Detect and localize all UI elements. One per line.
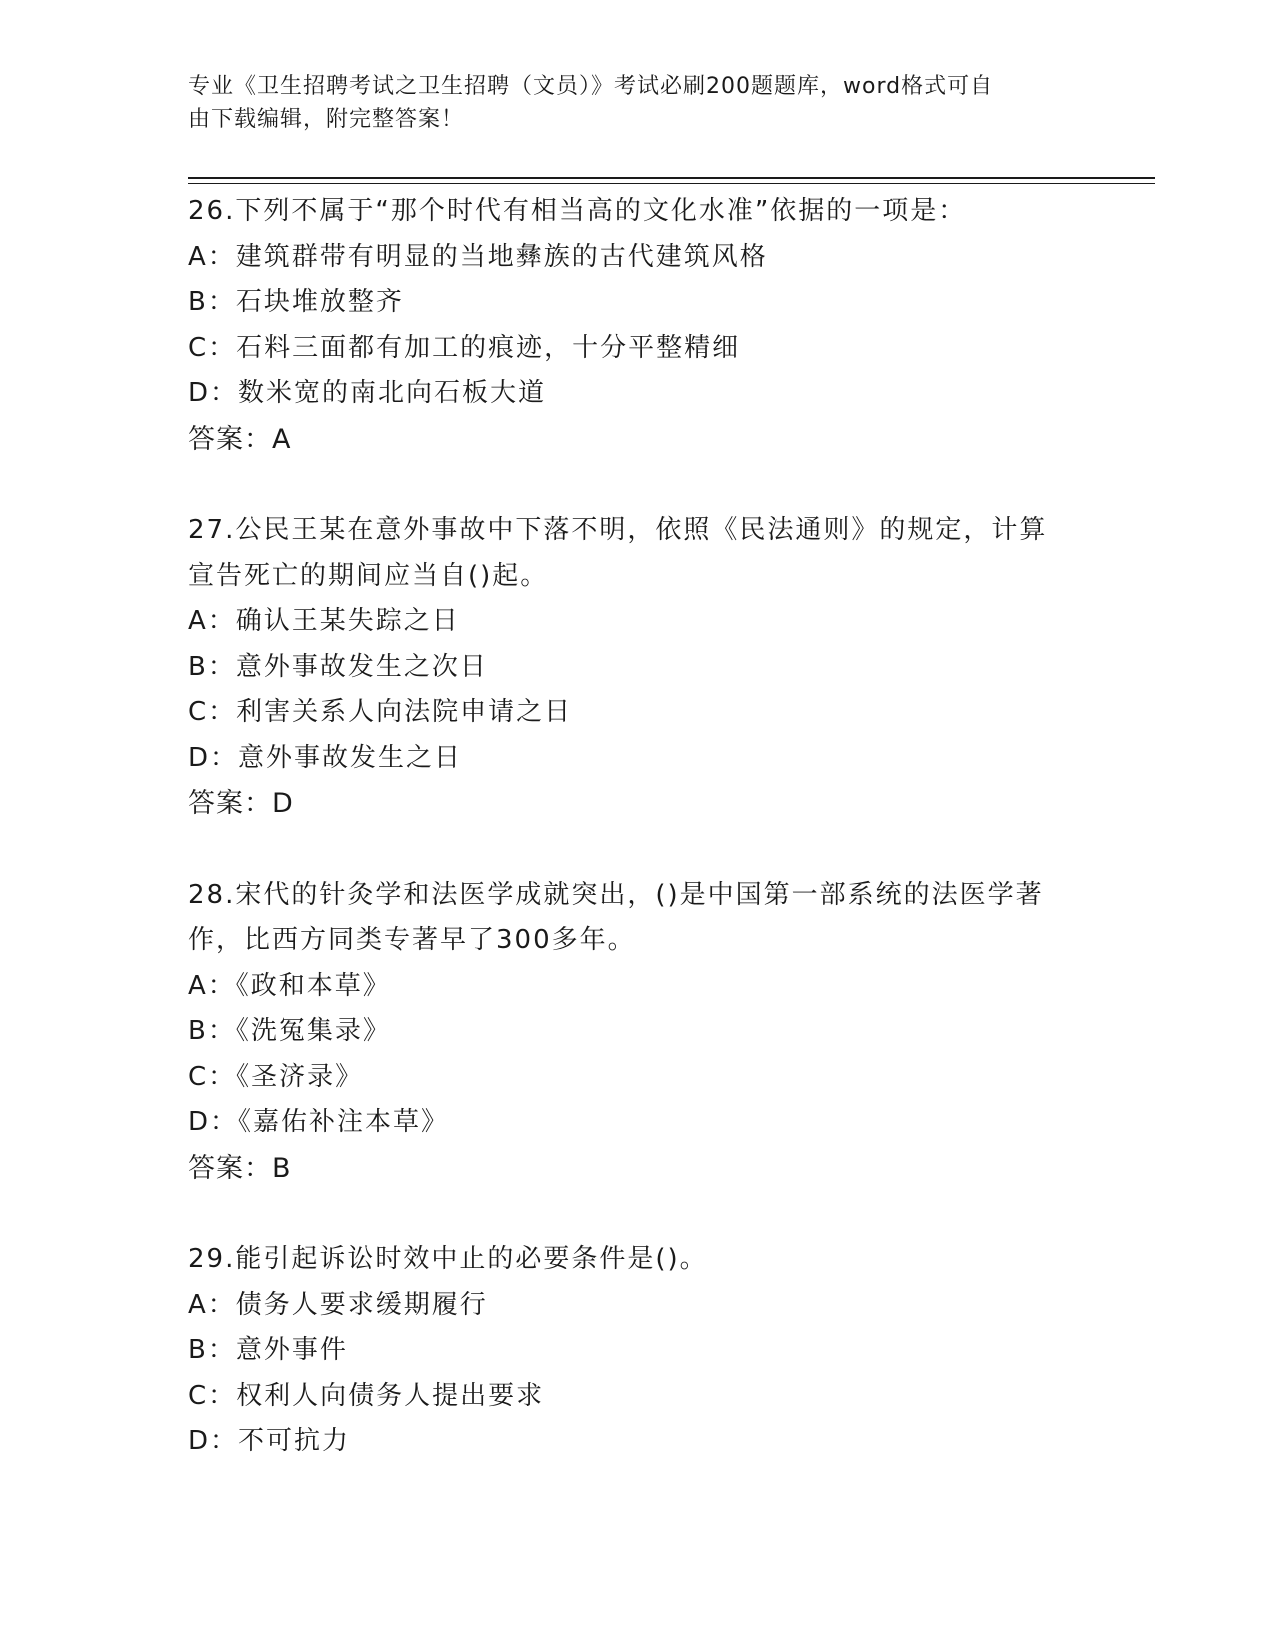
answer-label: 答案：A — [188, 423, 292, 455]
option-b: B：石块堆放整齐 — [188, 287, 404, 317]
option-c: C：利害关系人向法院申请之日 — [188, 697, 573, 727]
header-divider-thin — [188, 183, 1155, 184]
question-stem-line: 28.宋代的针灸学和法医学成就突出，()是中国第一部系统的法医学著 — [188, 879, 1044, 910]
question-26 — [188, 189, 1088, 462]
question-27 — [188, 508, 1088, 827]
option-d: D：《嘉佑补注本草》 — [188, 1107, 450, 1137]
header-line-1: 专业《卫生招聘考试之卫生招聘（文员）》考试必刷200题题库，word格式可自 — [188, 74, 994, 99]
question-stem-line: 27.公民王某在意外事故中下落不明，依照《民法通则》的规定，计算 — [188, 515, 1048, 545]
question-stem-line: 宣告死亡的期间应当自()起。 — [188, 560, 549, 591]
question-stem-line: 29.能引起诉讼时效中止的必要条件是()。 — [188, 1244, 708, 1274]
question-stem-line: 26.下列不属于“那个时代有相当高的文化水准”依据的一项是： — [188, 196, 967, 226]
option-d: D：意外事故发生之日 — [188, 742, 463, 773]
option-b: B：意外事故发生之次日 — [188, 651, 488, 682]
option-a: A：确认王某失踪之日 — [188, 606, 460, 636]
question-stem — [188, 1237, 1088, 1283]
option-c: C：石料三面都有加工的痕迹，十分平整精细 — [188, 332, 741, 363]
header-divider-thick — [188, 177, 1155, 179]
question-28 — [188, 873, 1088, 1192]
question-stem — [188, 189, 1088, 235]
option-d: D：不可抗力 — [188, 1426, 351, 1456]
question-29 — [188, 1237, 1088, 1465]
option-c: C：权利人向债务人提出要求 — [188, 1380, 545, 1411]
option-d: D：数米宽的南北向石板大道 — [188, 378, 547, 408]
option-c: C：《圣济录》 — [188, 1061, 364, 1092]
document-header — [188, 70, 1068, 136]
answer-label: 答案：B — [188, 1152, 292, 1184]
question-stem — [188, 873, 1088, 964]
header-line-2: 由下载编辑，附完整答案！ — [188, 107, 465, 132]
option-a: A：建筑群带有明显的当地彝族的古代建筑风格 — [188, 241, 768, 272]
option-b: B：《洗冤集录》 — [188, 1016, 391, 1046]
option-a: A：债务人要求缓期履行 — [188, 1289, 488, 1320]
question-stem — [188, 508, 1088, 599]
option-b: B：意外事件 — [188, 1335, 348, 1365]
answer-label: 答案：D — [188, 788, 294, 819]
option-a: A：《政和本草》 — [188, 970, 391, 1001]
question-list — [188, 189, 1088, 1511]
question-stem-line: 作，比西方同类专著早了300多年。 — [188, 925, 636, 955]
